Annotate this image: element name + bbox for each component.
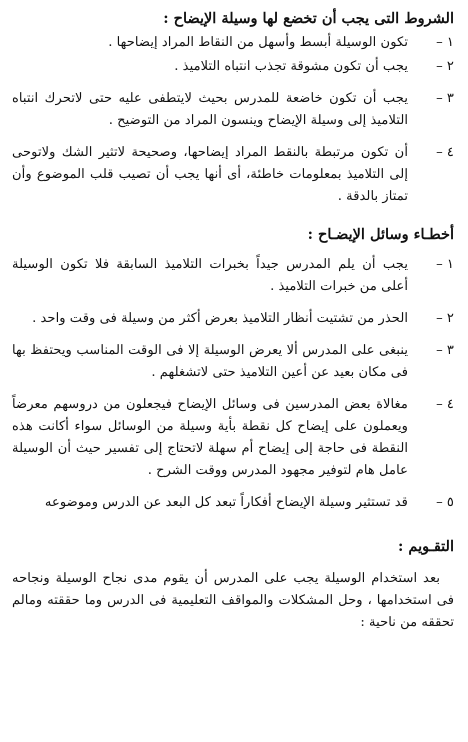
list-item: [12, 88, 454, 132]
item-text: يجب أن تكون خاضعة للمدرس بحيث لايتطفى عليه حتى لاتحرك انتباه التلاميذ إلى وسيلة الإيضاح وينسون المراد من التوضيح .: [12, 91, 408, 128]
item-number: ٤ –: [436, 397, 454, 412]
evaluation-paragraph: بعد استخدام الوسيلة يجب على المدرس أن يقوم مدى نجاح الوسيلة ونجاحه فى استخدامها ، وحل المشكلات والمواقف التعليمية فى الدرس وما حققته ومالم تحققه من ناحية :: [12, 571, 454, 630]
list-item: [12, 492, 454, 514]
item-number: ١ –: [436, 257, 454, 272]
item-text: قد تستثير وسيلة الإيضاح أفكاراً تبعد كل البعد عن الدرس وموضوعه: [44, 495, 408, 510]
item-text: ينبغى على المدرس ألا يعرض الوسيلة إلا فى الوقت المناسب ويحتفظ بها فى مكان بعيد عن أعين التلاميذ حتى لاتشغلهم .: [12, 343, 408, 380]
item-text: تكون الوسيلة أبسط وأسهل من النقاط المراد إيضاحها .: [108, 35, 408, 50]
section-heading-mistakes: أخطـاء وسائل الإيضـاح :: [307, 226, 454, 243]
item-number: ٣ –: [436, 91, 454, 106]
list-item: [12, 32, 454, 54]
item-text: يجب أن تكون مشوقة تجذب انتباه التلاميذ .: [174, 59, 408, 74]
section-heading-conditions: الشروط التى يجب أن تخضع لها وسيلة الإيضاح :: [163, 10, 454, 27]
list-item: [12, 56, 454, 78]
item-text: أن تكون مرتبطة بالنقط المراد إيضاحها، وصحيحة لاتثير الشك ولاتوحى إلى التلاميذ بمعلومات خاطئة، أى أنها يجب أن تصيب قلب الموضوع وأن تمتاز بالدقة .: [12, 145, 408, 204]
item-number: ٥ –: [436, 495, 454, 510]
list-item: [12, 308, 454, 330]
list-item: [12, 254, 454, 298]
item-text: يجب أن يلم المدرس جيداً بخبرات التلاميذ السابقة فلا تكون الوسيلة أعلى من خبرات التلاميذ .: [12, 257, 408, 294]
item-text: الحذر من تشتيت أنظار التلاميذ بعرض أكثر من وسيلة فى وقت واحد .: [32, 311, 408, 326]
item-number: ٢ –: [436, 311, 454, 326]
list-item: [12, 340, 454, 384]
section-heading-evaluation: التقـويم :: [398, 538, 454, 555]
list-item: [12, 394, 454, 482]
item-number: ٣ –: [436, 343, 454, 358]
item-number: ٤ –: [436, 145, 454, 160]
item-number: ١ –: [436, 35, 454, 50]
list-item: [12, 142, 454, 208]
item-text: مغالاة بعض المدرسين فى وسائل الإيضاح فيجعلون من دروسهم معرضاً ويعملون على إيضاح كل نقطة بأية وسيلة من الوسائل سواء أكانت هذه النقطة فى حاجة إلى إيضاح أم سهلة لاتحتاج إلى تفسير حيث أن الوسيلة عامل هام لتوفير مجهود المدرس ووقت الشرح .: [12, 397, 408, 478]
item-number: ٢ –: [436, 59, 454, 74]
